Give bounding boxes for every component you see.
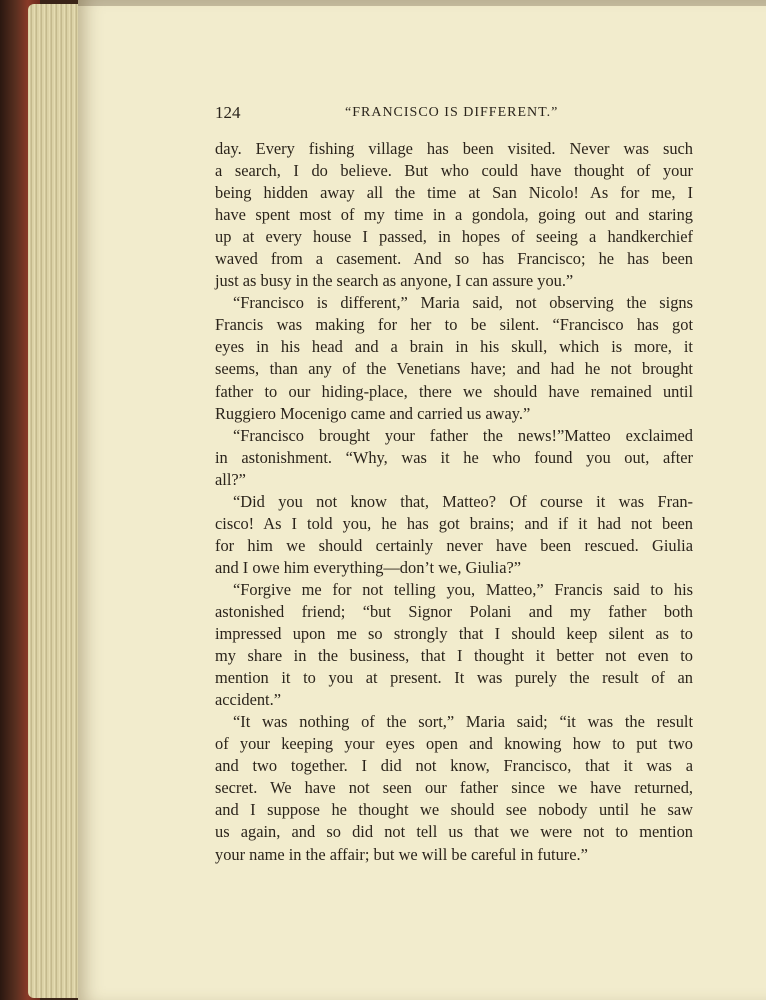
text-line: “Forgive me for not telling you, Matteo,” Francis said to his xyxy=(233,579,693,599)
text-line: “Did you not know that, Matteo? Of course it was Fran- xyxy=(233,491,693,511)
text-line: seems, than any of the Venetians have; and had he not brought xyxy=(215,359,693,379)
page-number: 124 xyxy=(215,103,241,122)
text-line: “It was nothing of the sort,” Maria said; “it was the result xyxy=(233,712,693,732)
page-header xyxy=(215,103,693,125)
text-line: astonished friend; “but Signor Polani and my father both xyxy=(215,601,693,621)
text-line: secret. We have not seen our father since we have returned, xyxy=(215,778,693,798)
text-line: up at every house I passed, in hopes of seeing a handkerchief xyxy=(215,227,693,247)
text-line: eyes in his head and a brain in his skull, which is more, it xyxy=(215,337,693,357)
text-line: mention it to you at present. It was purely the result of an xyxy=(215,668,693,688)
text-line: impressed upon me so strongly that I should keep silent as to xyxy=(215,624,693,644)
text-line: day. Every fishing village has been visited. Never was such xyxy=(215,139,693,158)
text-line: all?” xyxy=(215,469,246,489)
text-line: a search, I do believe. But who could have thought of your xyxy=(215,161,693,181)
text-line: in astonishment. “Why, was it he who found you out, after xyxy=(215,447,693,467)
text-line: of your keeping your eyes open and knowing how to put two xyxy=(215,734,693,754)
text-line: “Francisco is different,” Maria said, not observing the signs xyxy=(233,293,693,313)
text-line: and I owe him everything—don’t we, Giulia?” xyxy=(215,557,522,577)
running-title: “FRANCISCO IS DIFFERENT.” xyxy=(345,105,559,120)
text-line: being hidden away all the time at San Nicolo! As for me, I xyxy=(215,183,693,203)
text-line: just as busy in the search as anyone, I can assure you.” xyxy=(215,271,574,291)
text-line: us again, and so did not tell us that we were not to mention xyxy=(215,822,693,842)
page-top-shadow xyxy=(78,0,766,6)
text-line: father to our hiding-place, there we should have remained until xyxy=(215,381,693,401)
text-line: Ruggiero Mocenigo came and carried us away.” xyxy=(215,403,531,423)
text-line: Francis was making for her to be silent. “Francisco has got xyxy=(215,315,693,335)
text-line: my share in the business, that I thought it better not even to xyxy=(215,646,693,666)
text-line: waved from a casement. And so has Francisco; he has been xyxy=(215,249,693,269)
text-line: cisco! As I told you, he has got brains; and if it had not been xyxy=(215,513,693,533)
text-line: your name in the affair; but we will be careful in future.” xyxy=(215,844,588,864)
text-line: for him we should certainly never have been rescued. Giulia xyxy=(215,535,693,555)
text-line: and two together. I did not know, Francisco, that it was a xyxy=(215,756,693,776)
text-line: and I suppose he thought we should see nobody until he saw xyxy=(215,800,693,820)
text-line: accident.” xyxy=(215,690,281,710)
text-line: “Francisco brought your father the news!”Matteo exclaimed xyxy=(233,425,693,445)
text-line: have spent most of my time in a gondola, going out and staring xyxy=(215,205,693,225)
body-text xyxy=(215,138,693,866)
